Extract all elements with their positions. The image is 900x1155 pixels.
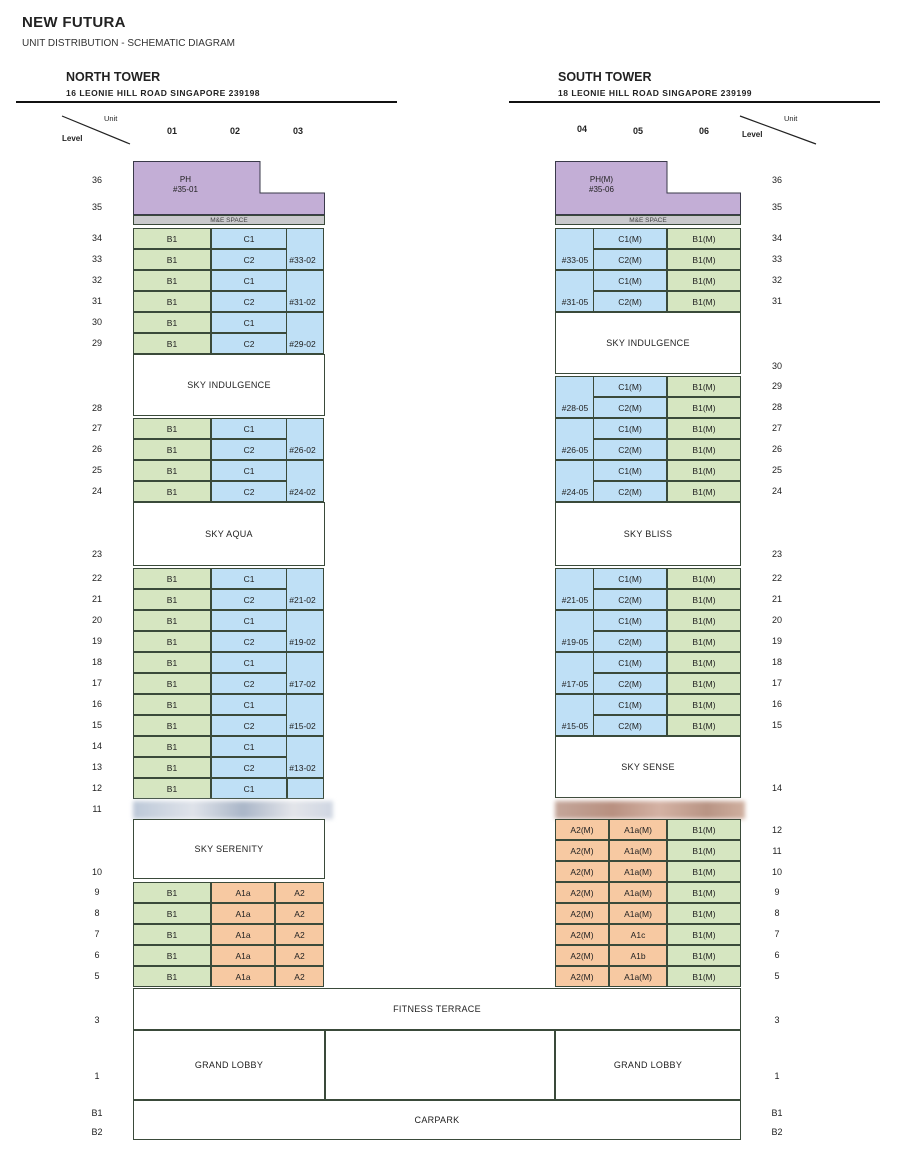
unit-a1a: A1a <box>211 945 275 966</box>
unit-b1: B1 <box>133 481 211 502</box>
south-level-27: 27 <box>771 423 782 433</box>
unit-04-label: #19-05 <box>561 636 589 647</box>
unit-a1-variant: A1c <box>609 924 667 945</box>
unit-b1m: B1(M) <box>667 945 741 966</box>
south-grand-lobby: GRAND LOBBY <box>555 1030 741 1100</box>
south-level-9: 9 <box>774 887 780 897</box>
south-sky-indulgence: SKY INDULGENCE <box>555 312 741 374</box>
south-penthouse-shape <box>555 161 741 215</box>
south-tower-name: SOUTH TOWER <box>558 70 652 84</box>
unit-04-label: #33-05 <box>561 254 589 265</box>
unit-c1: C1 <box>211 418 287 439</box>
unit-c1: C1 <box>211 736 287 757</box>
unit-b1m: B1(M) <box>667 376 741 397</box>
north-level-28: 28 <box>91 403 102 413</box>
unit-c2m: C2(M) <box>593 249 667 270</box>
north-level-33: 33 <box>91 254 102 264</box>
unit-04-label: #24-05 <box>561 486 589 497</box>
unit-04-label: #17-05 <box>561 678 589 689</box>
unit-b1m: B1(M) <box>667 652 741 673</box>
unit-c1: C1 <box>211 228 287 249</box>
north-level-12: 12 <box>91 783 102 793</box>
south-level-20: 20 <box>771 615 782 625</box>
unit-c1: C1 <box>211 460 287 481</box>
south-level-35: 35 <box>771 202 782 212</box>
unit-a2m: A2(M) <box>555 840 609 861</box>
north-level-35: 35 <box>91 202 102 212</box>
north-penthouse <box>133 161 325 215</box>
south-level-36: 36 <box>771 175 782 185</box>
north-level-22: 22 <box>91 573 102 583</box>
south-level-22: 22 <box>771 573 782 583</box>
unit-a2: A2 <box>275 924 324 945</box>
north-sky-serenity: SKY SERENITY <box>133 819 325 879</box>
unit-a2m: A2(M) <box>555 861 609 882</box>
north-level-26: 26 <box>91 444 102 454</box>
south-unit-04-header: 04 <box>576 124 587 134</box>
unit-b1: B1 <box>133 610 211 631</box>
unit-a2m: A2(M) <box>555 966 609 987</box>
unit-c1m: C1(M) <box>593 418 667 439</box>
unit-c1m: C1(M) <box>593 270 667 291</box>
north-level-27: 27 <box>91 423 102 433</box>
unit-b1m: B1(M) <box>667 882 741 903</box>
south-level-30: 30 <box>771 361 782 371</box>
unit-b1m: B1(M) <box>667 673 741 694</box>
unit-b1: B1 <box>133 778 211 799</box>
unit-c1: C1 <box>211 270 287 291</box>
unit-b1: B1 <box>133 903 211 924</box>
south-level-8: 8 <box>774 908 780 918</box>
north-level-17: 17 <box>91 678 102 688</box>
unit-b1m: B1(M) <box>667 715 741 736</box>
unit-c2: C2 <box>211 333 287 354</box>
south-unit-label: Unit <box>784 114 798 123</box>
unit-c1m: C1(M) <box>593 460 667 481</box>
unit-b1m: B1(M) <box>667 903 741 924</box>
south-penthouse-label: PH(M) #35-06 <box>589 175 614 194</box>
unit-c1m: C1(M) <box>593 694 667 715</box>
unit-03-label: #17-02 <box>289 678 316 689</box>
unit-03-label: #15-02 <box>289 720 316 731</box>
unit-a1-variant: A1b <box>609 945 667 966</box>
south-level-29: 29 <box>771 381 782 391</box>
south-level-21: 21 <box>771 594 782 604</box>
unit-b1: B1 <box>133 694 211 715</box>
unit-a2m: A2(M) <box>555 882 609 903</box>
unit-b1: B1 <box>133 715 211 736</box>
north-level-5: 5 <box>94 971 100 981</box>
south-level-24: 24 <box>771 486 782 496</box>
south-level-19: 19 <box>771 636 782 646</box>
unit-c2: C2 <box>211 249 287 270</box>
south-level-34: 34 <box>771 233 782 243</box>
north-level-16: 16 <box>91 699 102 709</box>
unit-c1m: C1(M) <box>593 568 667 589</box>
north-mne-space: M&E SPACE <box>133 215 325 225</box>
south-sky-bliss: SKY BLISS <box>555 502 741 566</box>
unit-c2: C2 <box>211 291 287 312</box>
north-grand-lobby: GRAND LOBBY <box>133 1030 325 1100</box>
north-unit-02-header: 02 <box>229 126 240 136</box>
unit-b1: B1 <box>133 945 211 966</box>
unit-a2: A2 <box>275 945 324 966</box>
unit-03-label: #19-02 <box>289 636 316 647</box>
north-sky-aqua: SKY AQUA <box>133 502 325 566</box>
unit-c2m: C2(M) <box>593 481 667 502</box>
unit-b1: B1 <box>133 460 211 481</box>
south-level-5: 5 <box>774 971 780 981</box>
north-penthouse-label: PH #35-01 <box>173 175 198 194</box>
unit-b1: B1 <box>133 439 211 460</box>
north-unit-03-header: 03 <box>292 126 303 136</box>
unit-a2m: A2(M) <box>555 819 609 840</box>
north-level-1: 1 <box>94 1071 100 1081</box>
carpark: CARPARK <box>133 1100 741 1140</box>
unit-c1: C1 <box>211 778 287 799</box>
south-level-11: 11 <box>772 846 782 856</box>
unit-c1m: C1(M) <box>593 610 667 631</box>
unit-a1a: A1a <box>211 882 275 903</box>
unit-b1: B1 <box>133 568 211 589</box>
page-subtitle: UNIT DISTRIBUTION - SCHEMATIC DIAGRAM <box>22 38 235 49</box>
north-unit-label: Unit <box>104 114 118 123</box>
unit-b1m: B1(M) <box>667 291 741 312</box>
unit-a1-variant: A1a(M) <box>609 819 667 840</box>
south-level-16: 16 <box>771 699 782 709</box>
south-level-1: 1 <box>774 1071 780 1081</box>
north-level-10: 10 <box>91 867 102 877</box>
unit-b1: B1 <box>133 270 211 291</box>
unit-b1: B1 <box>133 966 211 987</box>
unit-b1m: B1(M) <box>667 228 741 249</box>
south-level-26: 26 <box>771 444 782 454</box>
south-level-13-obscured <box>555 801 745 819</box>
unit-03-cell <box>287 778 324 799</box>
unit-c2: C2 <box>211 481 287 502</box>
north-level-29: 29 <box>91 338 102 348</box>
unit-04-label: #15-05 <box>561 720 589 731</box>
north-level-3: 3 <box>94 1015 100 1025</box>
unit-b1m: B1(M) <box>667 249 741 270</box>
unit-c2: C2 <box>211 673 287 694</box>
unit-c2m: C2(M) <box>593 439 667 460</box>
south-level-B2: B2 <box>771 1127 783 1137</box>
unit-b1: B1 <box>133 418 211 439</box>
unit-b1: B1 <box>133 291 211 312</box>
north-level-25: 25 <box>91 465 102 475</box>
unit-a2m: A2(M) <box>555 924 609 945</box>
unit-03-label: #24-02 <box>289 486 316 497</box>
unit-b1: B1 <box>133 249 211 270</box>
unit-b1: B1 <box>133 736 211 757</box>
unit-b1m: B1(M) <box>667 418 741 439</box>
north-level-30: 30 <box>91 317 102 327</box>
unit-c2m: C2(M) <box>593 589 667 610</box>
north-unit-01-header: 01 <box>166 126 177 136</box>
unit-b1m: B1(M) <box>667 481 741 502</box>
north-level-19: 19 <box>91 636 102 646</box>
south-penthouse <box>555 161 741 215</box>
south-level-7: 7 <box>774 929 780 939</box>
unit-c2m: C2(M) <box>593 715 667 736</box>
south-sky-sense: SKY SENSE <box>555 736 741 798</box>
south-level-17: 17 <box>771 678 782 688</box>
unit-04-label: #21-05 <box>561 594 589 605</box>
unit-04-label: #31-05 <box>561 296 589 307</box>
south-unit-05-header: 05 <box>632 126 643 136</box>
unit-b1m: B1(M) <box>667 819 741 840</box>
unit-a1-variant: A1a(M) <box>609 966 667 987</box>
unit-a1-variant: A1a(M) <box>609 840 667 861</box>
unit-c2: C2 <box>211 589 287 610</box>
unit-a2m: A2(M) <box>555 903 609 924</box>
unit-b1m: B1(M) <box>667 589 741 610</box>
north-level-9: 9 <box>94 887 100 897</box>
unit-b1: B1 <box>133 757 211 778</box>
unit-a1a: A1a <box>211 924 275 945</box>
unit-a2: A2 <box>275 882 324 903</box>
north-level-21: 21 <box>91 594 102 604</box>
north-level-34: 34 <box>91 233 102 243</box>
unit-b1m: B1(M) <box>667 924 741 945</box>
north-level-B2: B2 <box>91 1127 103 1137</box>
unit-03-label: #31-02 <box>289 296 316 307</box>
unit-03-label: #29-02 <box>289 338 316 349</box>
north-level-label: Level <box>62 134 83 143</box>
unit-a2: A2 <box>275 966 324 987</box>
unit-b1: B1 <box>133 228 211 249</box>
north-level-7: 7 <box>94 929 100 939</box>
unit-c2: C2 <box>211 631 287 652</box>
south-mne-space: M&E SPACE <box>555 215 741 225</box>
north-level-15: 15 <box>91 720 102 730</box>
south-level-12: 12 <box>771 825 782 835</box>
unit-c2m: C2(M) <box>593 397 667 418</box>
south-level-32: 32 <box>771 275 782 285</box>
unit-b1: B1 <box>133 673 211 694</box>
south-level-18: 18 <box>771 657 782 667</box>
north-level-11-obscured <box>133 801 333 819</box>
south-level-25: 25 <box>771 465 782 475</box>
unit-03-label: #13-02 <box>289 762 316 773</box>
south-level-3: 3 <box>774 1015 780 1025</box>
fitness-terrace: FITNESS TERRACE <box>133 988 741 1030</box>
south-level-31: 31 <box>771 296 782 306</box>
unit-03-label: #33-02 <box>289 254 316 265</box>
unit-b1m: B1(M) <box>667 694 741 715</box>
south-level-28: 28 <box>771 402 782 412</box>
north-penthouse-shape <box>133 161 325 215</box>
unit-c1: C1 <box>211 610 287 631</box>
north-level-6: 6 <box>94 950 100 960</box>
south-level-14: 14 <box>771 783 782 793</box>
unit-c1: C1 <box>211 568 287 589</box>
unit-04-label: #26-05 <box>561 444 589 455</box>
unit-a1a: A1a <box>211 903 275 924</box>
unit-b1m: B1(M) <box>667 460 741 481</box>
unit-b1m: B1(M) <box>667 861 741 882</box>
unit-c1m: C1(M) <box>593 652 667 673</box>
unit-c1m: C1(M) <box>593 376 667 397</box>
unit-03-label: #26-02 <box>289 444 316 455</box>
north-level-31: 31 <box>91 296 102 306</box>
unit-c2m: C2(M) <box>593 631 667 652</box>
unit-b1: B1 <box>133 312 211 333</box>
unit-c1: C1 <box>211 694 287 715</box>
south-level-label: Level <box>742 130 763 139</box>
unit-b1: B1 <box>133 589 211 610</box>
unit-a1-variant: A1a(M) <box>609 882 667 903</box>
north-level-14: 14 <box>91 741 102 751</box>
unit-c2: C2 <box>211 439 287 460</box>
south-level-23: 23 <box>771 549 782 559</box>
south-level-B1: B1 <box>771 1108 783 1118</box>
north-tower-name: NORTH TOWER <box>66 70 161 84</box>
unit-b1m: B1(M) <box>667 270 741 291</box>
north-level-B1: B1 <box>91 1108 103 1118</box>
unit-c2: C2 <box>211 715 287 736</box>
unit-c1: C1 <box>211 652 287 673</box>
north-sky-indulgence: SKY INDULGENCE <box>133 354 325 416</box>
unit-b1m: B1(M) <box>667 568 741 589</box>
unit-b1m: B1(M) <box>667 610 741 631</box>
unit-c2m: C2(M) <box>593 673 667 694</box>
south-tower-address: 18 LEONIE HILL ROAD SINGAPORE 239199 <box>558 88 753 98</box>
unit-b1: B1 <box>133 924 211 945</box>
south-level-33: 33 <box>771 254 782 264</box>
unit-b1: B1 <box>133 631 211 652</box>
podium-middle-block <box>325 1030 555 1100</box>
north-level-20: 20 <box>91 615 102 625</box>
unit-04-label: #28-05 <box>561 402 589 413</box>
page-title: NEW FUTURA <box>22 14 126 31</box>
south-unit-06-header: 06 <box>698 126 709 136</box>
unit-a1-variant: A1a(M) <box>609 861 667 882</box>
unit-a1-variant: A1a(M) <box>609 903 667 924</box>
unit-03-label: #21-02 <box>289 594 316 605</box>
north-level-23: 23 <box>91 549 102 559</box>
unit-b1: B1 <box>133 652 211 673</box>
unit-c1m: C1(M) <box>593 228 667 249</box>
south-level-15: 15 <box>771 720 782 730</box>
north-level-36: 36 <box>91 175 102 185</box>
unit-a1a: A1a <box>211 966 275 987</box>
unit-b1m: B1(M) <box>667 439 741 460</box>
north-level-32: 32 <box>91 275 102 285</box>
unit-c2m: C2(M) <box>593 291 667 312</box>
unit-c2: C2 <box>211 757 287 778</box>
unit-b1m: B1(M) <box>667 966 741 987</box>
north-level-11: 11 <box>92 804 102 814</box>
unit-b1: B1 <box>133 333 211 354</box>
unit-b1m: B1(M) <box>667 397 741 418</box>
unit-b1m: B1(M) <box>667 840 741 861</box>
north-tower-address: 16 LEONIE HILL ROAD SINGAPORE 239198 <box>66 88 261 98</box>
unit-a2m: A2(M) <box>555 945 609 966</box>
south-level-10: 10 <box>771 867 782 877</box>
north-level-18: 18 <box>91 657 102 667</box>
south-level-6: 6 <box>774 950 780 960</box>
north-level-13: 13 <box>91 762 102 772</box>
unit-b1: B1 <box>133 882 211 903</box>
unit-c1: C1 <box>211 312 287 333</box>
north-level-24: 24 <box>91 486 102 496</box>
unit-a2: A2 <box>275 903 324 924</box>
unit-b1m: B1(M) <box>667 631 741 652</box>
north-level-8: 8 <box>94 908 100 918</box>
